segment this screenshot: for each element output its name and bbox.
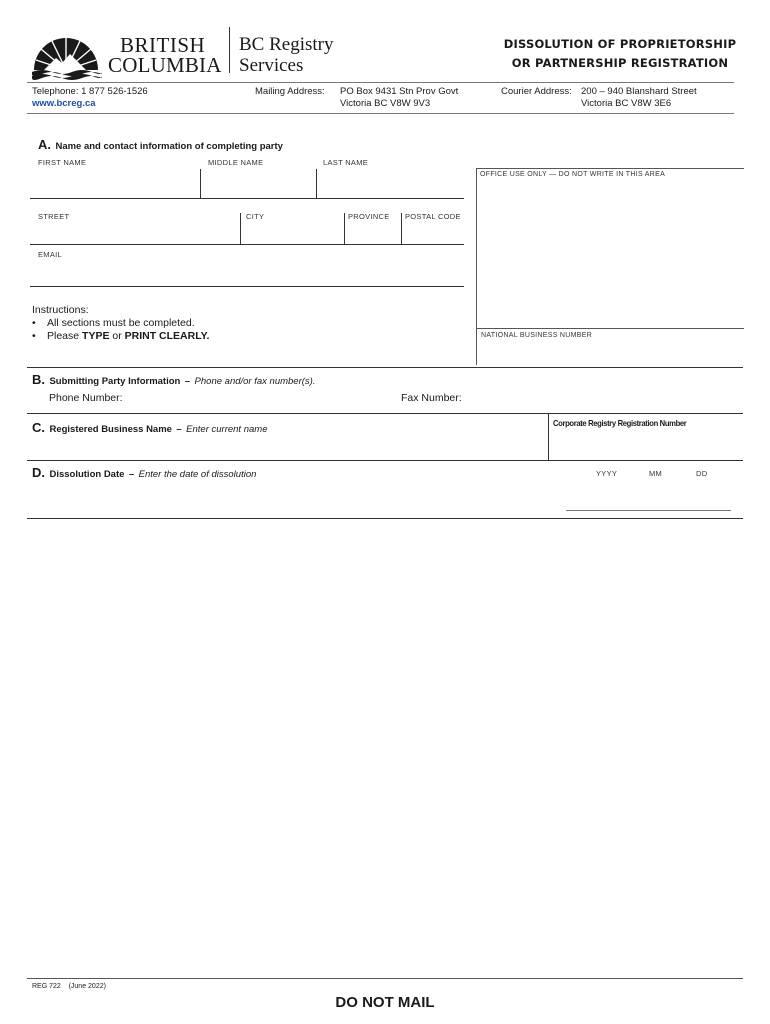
instructions [32, 304, 209, 343]
footer-rule [27, 978, 743, 979]
date-mm-label: MM [649, 469, 663, 478]
postal-code-field[interactable] [402, 220, 464, 244]
section-b-subtitle: Phone and/or fax number(s). [194, 376, 316, 387]
date-dd-label: DD [696, 469, 708, 478]
form-title [490, 35, 750, 73]
form-title-line2: OR PARTNERSHIP REGISTRATION [511, 56, 729, 70]
middle-name-label: MIDDLE NAME [208, 158, 264, 167]
city-label: CITY [246, 212, 265, 221]
website-link[interactable]: www.bcreg.ca [32, 98, 96, 109]
bullet-icon: • [32, 317, 36, 329]
do-not-mail: DO NOT MAIL [335, 994, 435, 1011]
section-b-heading [32, 371, 315, 389]
bullet-icon: • [32, 330, 36, 342]
courier-line1: 200 – 940 Blanshard Street [581, 86, 697, 97]
instructions-title: Instructions: [32, 304, 89, 316]
office-use-divider [476, 328, 744, 329]
fax-number-label: Fax Number: [401, 392, 462, 404]
section-d-heading [32, 464, 256, 482]
logo-british: BRITISH [120, 33, 206, 57]
bc-logo [30, 26, 220, 80]
section-c-rule [27, 413, 743, 414]
logo-divider [229, 27, 230, 73]
section-b-title: Submitting Party Information [49, 376, 181, 387]
section-b-dash: – [184, 376, 191, 387]
last-name-field[interactable] [317, 168, 464, 198]
section-d-dash: – [128, 469, 135, 480]
mailing-label: Mailing Address: [255, 86, 325, 97]
section-d-rule [27, 460, 743, 461]
registry-line2: Services [239, 55, 304, 76]
section-a-heading [38, 136, 283, 154]
dissolution-date-field[interactable] [566, 484, 731, 510]
first-name-label: FIRST NAME [38, 158, 87, 167]
email-field[interactable] [30, 258, 464, 286]
name-divider-1 [200, 169, 201, 198]
address-row-rule [30, 244, 464, 245]
name-divider-2 [316, 169, 317, 198]
street-label: STREET [38, 212, 70, 221]
corp-reg-number-field[interactable] [552, 432, 742, 458]
instructions-item-2-mid: or [109, 330, 125, 342]
email-row-rule [30, 286, 464, 287]
section-b-letter: B. [32, 372, 45, 387]
national-business-number-label: NATIONAL BUSINESS NUMBER [481, 332, 593, 339]
address-divider-3 [401, 213, 402, 244]
section-a-letter: A. [38, 137, 51, 152]
address-divider-1 [240, 213, 241, 244]
province-field[interactable] [345, 220, 400, 244]
street-field[interactable] [30, 220, 239, 244]
corp-reg-label: Corporate Registry Registration Number [553, 418, 687, 428]
header-rule-bottom [27, 113, 734, 114]
bc-sun-mountain-icon [30, 26, 102, 80]
registry-line1: BC Registry [239, 34, 334, 55]
middle-name-field[interactable] [201, 168, 315, 198]
address-divider-2 [344, 213, 345, 244]
instructions-type: TYPE [82, 330, 110, 342]
logo-columbia: COLUMBIA [108, 53, 222, 77]
section-c-subtitle: Enter current name [186, 424, 268, 435]
courier-line2: Victoria BC V8W 3E6 [581, 98, 672, 109]
section-d-title: Dissolution Date [49, 469, 125, 480]
first-name-field[interactable] [30, 168, 200, 198]
office-use-label: OFFICE USE ONLY — DO NOT WRITE IN THIS AREA [480, 171, 666, 178]
name-row-rule [30, 198, 464, 199]
province-label: PROVINCE [348, 212, 390, 221]
phone-number-field[interactable] [130, 388, 380, 410]
form-title-line1: DISSOLUTION OF PROPRIETORSHIP [503, 37, 737, 51]
business-name-field[interactable] [30, 434, 545, 458]
section-d-letter: D. [32, 465, 45, 480]
dissolution-date-line [566, 510, 731, 511]
corp-reg-divider [548, 414, 549, 460]
instructions-item-2-pre: Please [47, 330, 83, 342]
courier-label: Courier Address: [501, 86, 572, 97]
instructions-item-2 [32, 330, 209, 343]
postal-code-label: POSTAL CODE [405, 212, 461, 221]
mailing-line2: Victoria BC V8W 9V3 [340, 98, 431, 109]
city-field[interactable] [241, 220, 343, 244]
section-c-dash: – [176, 424, 182, 435]
date-yyyy-label: YYYY [596, 469, 618, 478]
section-b-rule [27, 367, 743, 368]
fax-number-field[interactable] [465, 388, 735, 410]
section-d-subtitle: Enter the date of dissolution [138, 469, 257, 480]
section-c-title: Registered Business Name [49, 424, 172, 435]
last-name-label: LAST NAME [323, 158, 369, 167]
form-id: REG 722 (June 2022) [32, 983, 106, 990]
instructions-item-1-text: All sections must be completed. [47, 317, 195, 329]
phone-number-label: Phone Number: [49, 392, 123, 404]
section-d-bottom-rule [27, 518, 743, 519]
instructions-print: PRINT CLEARLY. [124, 330, 210, 342]
instructions-item-1 [32, 317, 209, 330]
section-c-letter: C. [32, 420, 45, 435]
section-a-title: Name and contact information of completing party [55, 141, 283, 152]
mailing-line1: PO Box 9431 Stn Prov Govt [340, 86, 459, 97]
telephone: Telephone: 1 877 526-1526 [32, 86, 148, 97]
header-rule-top [27, 82, 734, 83]
email-label: EMAIL [38, 250, 63, 259]
